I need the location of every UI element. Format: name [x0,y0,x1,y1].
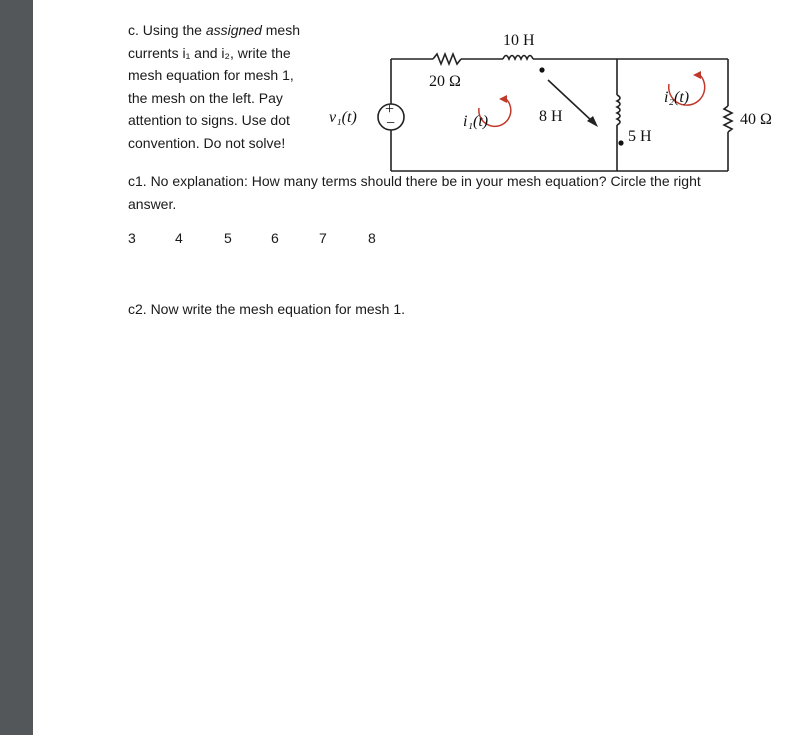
answer-option[interactable]: 6 [271,230,279,246]
resistor-20-ohm [433,54,461,64]
prompt-line-3: mesh equation for mesh 1, [128,67,294,84]
question-c1-text: c1. No explanation: How many terms should there be in your mesh equation? Circle the right answer. [128,173,701,212]
inductor-10H [503,56,533,60]
prompt-line-6: convention. Do not solve! [128,134,286,151]
label-mesh1-current: i₁(t) [463,113,489,130]
answer-option[interactable]: 7 [319,230,327,246]
answer-option[interactable]: 5 [224,230,232,246]
document-page [33,0,809,735]
answer-option[interactable]: 8 [368,230,376,246]
prompt-line-5: attention to signs. Use dot [128,112,290,129]
label-inductor-8H: 8 H [539,108,563,125]
answer-option[interactable]: 3 [128,230,136,246]
source-plus-sign: + [385,101,395,118]
source-minus-sign: − [386,115,396,132]
answer-option[interactable]: 4 [175,230,183,246]
prompt-text: c. Using the [128,22,206,38]
label-mesh2-current: i₂(t) [664,89,690,106]
dot-marker-top [539,67,544,72]
inductor-5H [617,95,620,125]
prompt-line-2: currents i₁ and i₂, write the [128,44,291,61]
question-c2-text: c2. Now write the mesh equation for mesh 1. [128,301,406,317]
dot-marker-bottom [618,140,623,145]
left-sidebar-strip [0,0,33,735]
label-inductor-10H: 10 H [503,32,535,49]
label-voltage-source: v₁(t) [329,109,357,126]
label-inductor-5H: 5 H [628,128,652,145]
prompt-line-4: the mesh on the left. Pay [128,89,283,106]
label-resistor-40-ohm: 40 Ω [740,111,772,128]
prompt-text: mesh [261,22,300,38]
label-resistor-20-ohm: 20 Ω [429,73,461,90]
prompt-emphasis: assigned [205,22,262,38]
resistor-40-ohm [724,106,732,132]
